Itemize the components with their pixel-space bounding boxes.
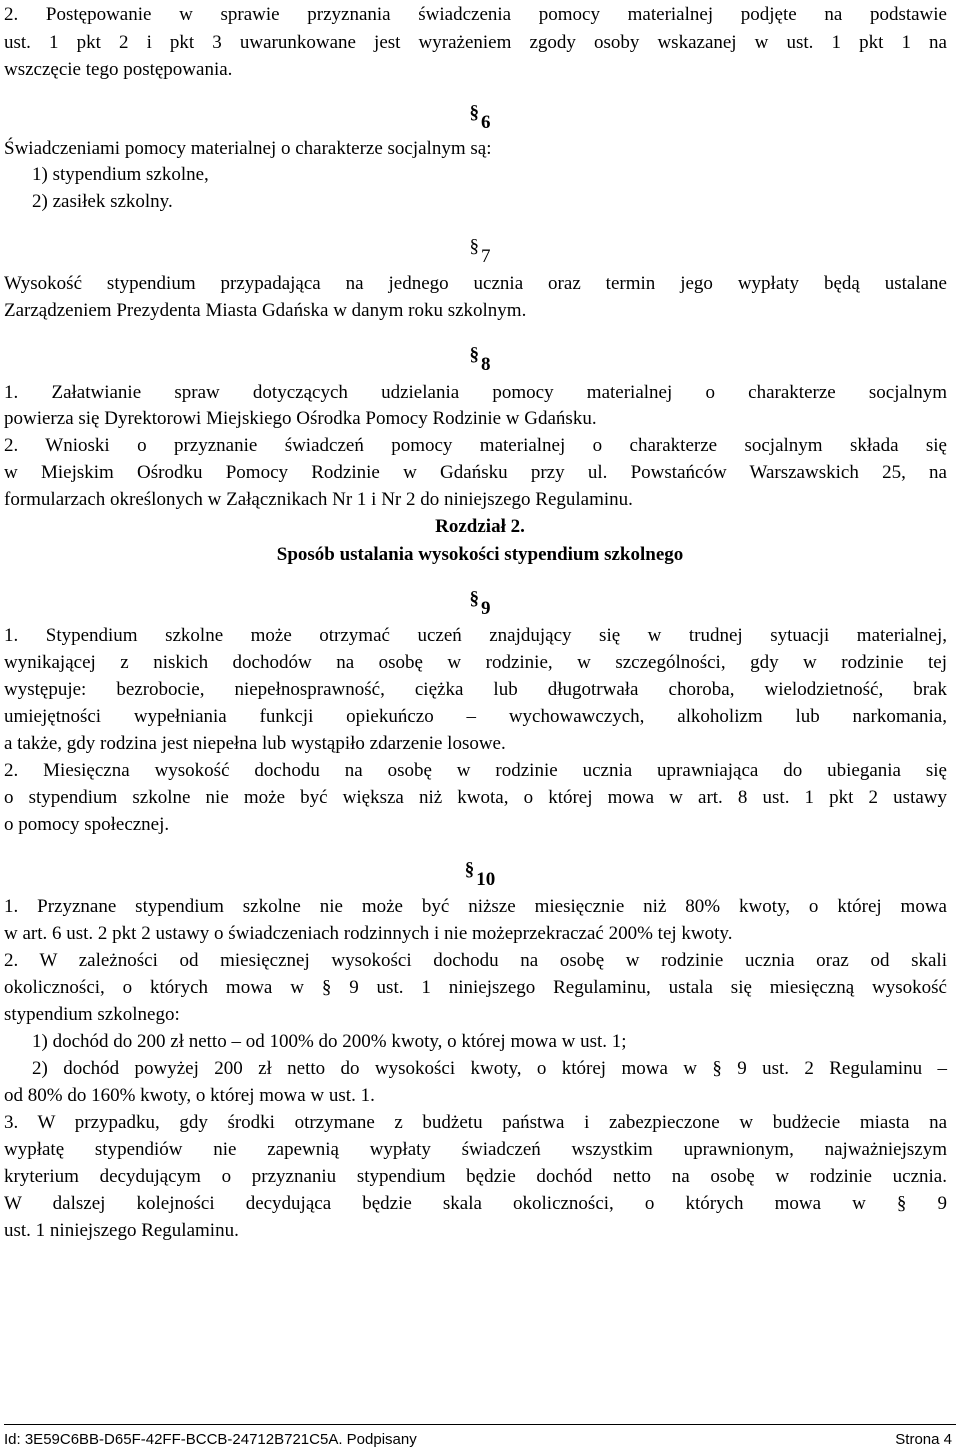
paragraph-line: powierza się Dyrektorowi Miejskiego Ośrodka Pomocy Rodzinie w Gdańsku. — [4, 408, 597, 429]
paragraph-line: W dalszej kolejności decydująca będzie skala okoliczności, o których mowa w § 9 — [4, 1193, 947, 1214]
footer-divider — [4, 1424, 956, 1425]
paragraph-line: Świadczeniami pomocy materialnej o charakterze socjalnym są: — [4, 138, 492, 159]
section-sign-icon: § — [469, 588, 479, 609]
paragraph-line: stypendium szkolnego: — [4, 1004, 180, 1025]
paragraph-line: 2. Postępowanie w sprawie przyznania świadczenia pomocy materialnej podjęte na podstawie — [4, 4, 947, 25]
paragraph-line: umiejętności wypełniania funkcji opiekuńczo – wychowawczych, alkoholizm lub narkomania, — [4, 706, 947, 727]
document-id: Id: 3E59C6BB-D65F-42FF-BCCB-24712B721C5A. Podpisany — [4, 1431, 417, 1448]
paragraph-line: w Miejskim Ośrodku Pomocy Rodzinie w Gdańsku przy ul. Powstańców Warszawskich 25, na — [4, 462, 947, 483]
paragraph-line: Wysokość stypendium przypadająca na jednego ucznia oraz termin jego wypłaty będą ustalane — [4, 273, 947, 294]
paragraph-line: 1. Przyznane stypendium szkolne nie może być niższe miesięcznie niż 80% kwoty, o której mowa — [4, 896, 947, 917]
paragraph-line: wynikającej z niskich dochodów na osobę w rodzinie, w szczególności, gdy w rodzinie tej — [4, 652, 947, 673]
page-number: Strona 4 — [895, 1431, 952, 1448]
list-item: 2) zasiłek szkolny. — [32, 191, 173, 212]
paragraph-line: występuje: bezrobocie, niepełnosprawność, ciężka lub długotrwała choroba, wielodzietność, brak — [4, 679, 947, 700]
paragraph-line: w art. 6 ust. 2 pkt 2 ustawy o świadczeniach rodzinnych i nie możeprzekraczać 200% tej kwoty. — [4, 923, 733, 944]
section-heading-8: § 8 — [469, 344, 491, 375]
paragraph-line: 2. W zależności od miesięcznej wysokości dochodu na osobę w rodzinie ucznia oraz od skali — [4, 950, 947, 971]
list-item-continuation: od 80% do 160% kwoty, o której mowa w ust. 1. — [4, 1085, 375, 1106]
paragraph-line: ust. 1 niniejszego Regulaminu. — [4, 1220, 239, 1241]
section-heading-9: § 9 — [469, 588, 491, 619]
paragraph-line: Zarządzeniem Prezydenta Miasta Gdańska w danym roku szkolnym. — [4, 300, 527, 321]
paragraph-line: wypłatę stypendiów nie zapewnią wypłaty świadczeń wszystkim uprawnionym, najważniejszym — [4, 1139, 947, 1160]
paragraph-line: kryterium decydującym o przyznaniu stypendium będzie dochód netto na osobę w rodzinie ucznia. — [4, 1166, 947, 1187]
section-heading-6: § 6 — [469, 102, 491, 133]
paragraph-line: wszczęcie tego postępowania. — [4, 59, 233, 80]
section-sign-icon: § — [469, 236, 479, 257]
paragraph-line: 1. Załatwianie spraw dotyczących udzielania pomocy materialnej o charakterze socjalnym — [4, 382, 947, 403]
paragraph-line: 2. Miesięczna wysokość dochodu na osobę w rodzinie ucznia uprawniająca do ubiegania się — [4, 760, 947, 781]
paragraph-line: formularzach określonych w Załącznikach Nr 1 i Nr 2 do niniejszego Regulaminu. — [4, 489, 633, 510]
paragraph-line: 1. Stypendium szkolne może otrzymać uczeń znajdujący się w trudnej sytuacji materialnej, — [4, 625, 947, 646]
chapter-subtitle: Sposób ustalania wysokości stypendium szkolnego — [276, 544, 684, 565]
paragraph-line: ust. 1 pkt 2 i pkt 3 uwarunkowane jest wyrażeniem zgody osoby wskazanej w ust. 1 pkt 1 na — [4, 32, 947, 53]
page-footer — [4, 1430, 952, 1450]
paragraph-line: 2. Wnioski o przyznanie świadczeń pomocy materialnej o charakterze socjalnym składa się — [4, 435, 947, 456]
section-heading-10: § 10 — [464, 859, 496, 890]
section-heading-7: § 7 — [469, 236, 491, 267]
chapter-title: Rozdział 2. — [435, 516, 525, 537]
list-item: 2) dochód powyżej 200 zł netto do wysokości kwoty, o której mowa w § 9 ust. 2 Regulaminu – — [32, 1058, 947, 1079]
section-sign-icon: § — [464, 859, 475, 880]
paragraph-line: o pomocy społecznej. — [4, 814, 170, 835]
list-item: 1) stypendium szkolne, — [32, 164, 209, 185]
section-sign-icon: § — [469, 344, 479, 365]
paragraph-line: o stypendium szkolne nie może być większa niż kwota, o której mowa w art. 8 ust. 1 pkt 2 ustawy — [4, 787, 947, 808]
list-item: 1) dochód do 200 zł netto – od 100% do 200% kwoty, o której mowa w ust. 1; — [32, 1031, 627, 1052]
paragraph-line: okoliczności, o których mowa w § 9 ust. 1 niniejszego Regulaminu, ustala się miesięczną wysokość — [4, 977, 947, 998]
paragraph-line: a także, gdy rodzina jest niepełna lub wystąpiło zdarzenie losowe. — [4, 733, 506, 754]
paragraph-line: 3. W przypadku, gdy środki otrzymane z budżetu państwa i zabezpieczone w budżecie miasta na — [4, 1112, 947, 1133]
section-sign-icon: § — [469, 102, 479, 123]
